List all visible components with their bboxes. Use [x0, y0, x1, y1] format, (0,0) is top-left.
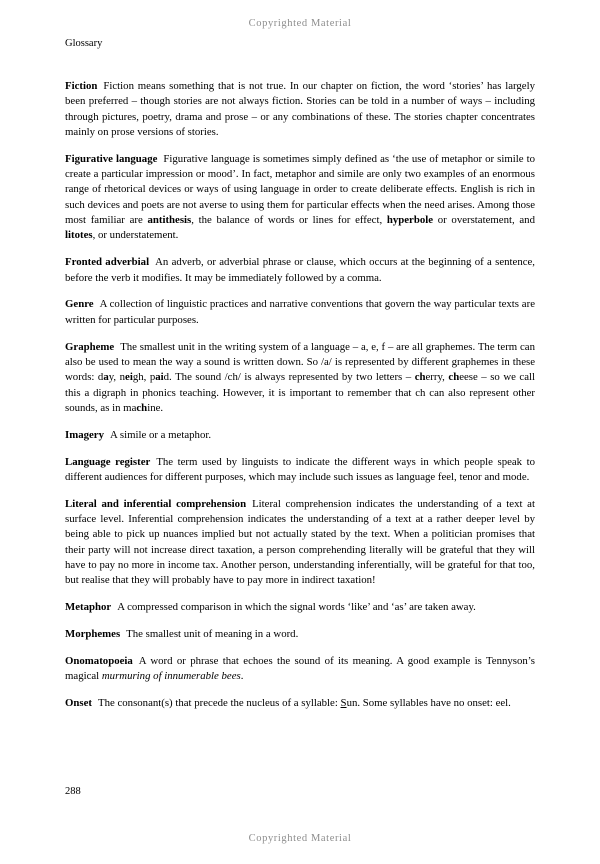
glossary-definition-text: ch: [136, 401, 148, 414]
glossary-definition-text: The term used by linguists to indicate the different ways in which people speak to different audiences for different purposes, which may include such issues as language feel, tenor and mode.: [65, 455, 536, 483]
glossary-definition-text: ai: [155, 371, 164, 384]
glossary-definition-text: eese – so we call this a digraph in phonics teaching. However, it is important to remember that ch can also represent other sounds, as in ma: [65, 371, 536, 414]
glossary-definition-text: or overstatement, and: [433, 214, 535, 227]
glossary-entry: [65, 340, 535, 417]
glossary-term: Onset: [65, 697, 92, 709]
glossary-term: Imagery: [65, 428, 104, 441]
glossary-entry: [65, 297, 535, 328]
glossary-entry: [65, 696, 535, 711]
glossary-content: [65, 38, 535, 723]
glossary-definition-text: erry,: [425, 371, 449, 384]
running-head: Glossary: [65, 38, 103, 49]
glossary-term: Language register: [65, 455, 151, 468]
glossary-definition-text: y, n: [108, 371, 126, 384]
glossary-term: Fiction: [65, 80, 98, 92]
glossary-entry: [65, 497, 535, 589]
glossary-term: Figurative language: [65, 152, 158, 165]
glossary-definition-text: Fiction means something that is not true. In our chapter on fiction, the word ‘stories’ has largely been preferred – though stories are not always fiction. Stories can be told in a number of ways – including through pictures, poetry, drama and prose – or any combinations of these. The stories chapter concentrates mainly on prose versions of stories.: [65, 80, 535, 138]
glossary-definition-text: A compressed comparison in which the signal words ‘like’ and ‘as’ are taken away.: [117, 601, 476, 614]
glossary-entry: [65, 428, 535, 443]
glossary-definition-text: antithesis: [147, 214, 192, 227]
glossary-definition-text: gh, p: [132, 371, 156, 384]
glossary-definition-text: A word or phrase that echoes the sound of its meaning. A good example is Tennyson’s magical: [65, 654, 535, 683]
page-number: 288: [65, 786, 81, 797]
glossary-entry: [65, 627, 535, 642]
glossary-entry: [65, 600, 535, 615]
glossary-term: Grapheme: [65, 340, 115, 353]
glossary-definition-text: a: [103, 371, 109, 384]
glossary-definition-text: The smallest unit of meaning in a word.: [126, 628, 299, 641]
glossary-definition-text: .: [240, 670, 244, 683]
glossary-entry: [65, 152, 535, 244]
glossary-term: Literal and inferential comprehension: [65, 497, 247, 510]
glossary-entry: [65, 455, 535, 486]
glossary-entry: [65, 654, 535, 685]
glossary-definition-text: The consonant(s) that precede the nucleus of a syllable:: [98, 697, 341, 709]
glossary-term: Genre: [65, 298, 94, 311]
glossary-definition-text: Figurative language is sometimes simply defined as ‘the use of metaphor or simile to create a particular impression or mood’. In fact, metaphor and simile are only two examples of an enormous range of rhetorical devices or ways of using language in order to create deliberate effects. English is rich in such devices and poets are not averse to using them for particular effects when the need arises. Among those most familiar are: [65, 152, 535, 227]
glossary-definition-text: ch: [448, 371, 460, 384]
glossary-definition-text: litotes: [65, 229, 93, 242]
glossary-definition-text: Literal comprehension indicates the understanding of a text at surface level. Inferential comprehension indicates the understanding of a text at a rather deeper level by being able to pick up nuances implied but not actually stated by the text. When a politician promises that their party will not increase direct taxation, a person comprehending literally will be grateful that they will have to pay no more in income tax. Another person, understanding inferentially, will be grateful for that too, but realise that they will probably have to pay more in indirect taxation!: [65, 497, 535, 587]
glossary-definition-text: , or understatement.: [92, 229, 179, 242]
glossary-definition-text: ine.: [147, 401, 164, 414]
glossary-definition-text: A collection of linguistic practices and narrative conventions that govern the way particular texts are written for particular purposes.: [65, 298, 535, 326]
glossary-term: Fronted adverbial: [65, 256, 150, 269]
glossary-entry-list: [65, 79, 535, 711]
glossary-definition-text: murmuring of innumerable bees: [101, 670, 241, 683]
glossary-definition-text: un. Some syllables have no onset: eel.: [346, 697, 511, 709]
glossary-entry: [65, 79, 535, 140]
glossary-definition-text: S: [340, 697, 347, 709]
glossary-definition-text: The smallest unit in the writing system of a language – a, e, f – are all graphemes. The term can also be used to mean the way a sound is written down. So /a/ is represented by different graphemes in these words: d: [65, 340, 535, 384]
glossary-definition-text: , the balance of words or lines for effect,: [191, 214, 387, 227]
glossary-term: Metaphor: [65, 601, 112, 614]
copyright-watermark-top: Copyrighted Material: [248, 18, 352, 29]
glossary-term: Onomatopoeia: [65, 654, 133, 667]
glossary-definition-text: An adverb, or adverbial phrase or clause, which occurs at the beginning of a sentence, before the verb it modifies. It may be immediately followed by a comma.: [65, 256, 536, 284]
glossary-definition-text: A simile or a metaphor.: [109, 428, 212, 441]
glossary-definition-text: d. The sound /ch/ is always represented by two letters –: [163, 371, 415, 384]
glossary-term: Morphemes: [65, 628, 121, 641]
glossary-definition-text: ei: [125, 371, 133, 384]
glossary-definition-text: ch: [414, 371, 426, 384]
glossary-definition-text: hyperbole: [386, 214, 434, 227]
glossary-entry: [65, 255, 535, 286]
copyright-watermark-bottom: Copyrighted Material: [248, 833, 352, 844]
